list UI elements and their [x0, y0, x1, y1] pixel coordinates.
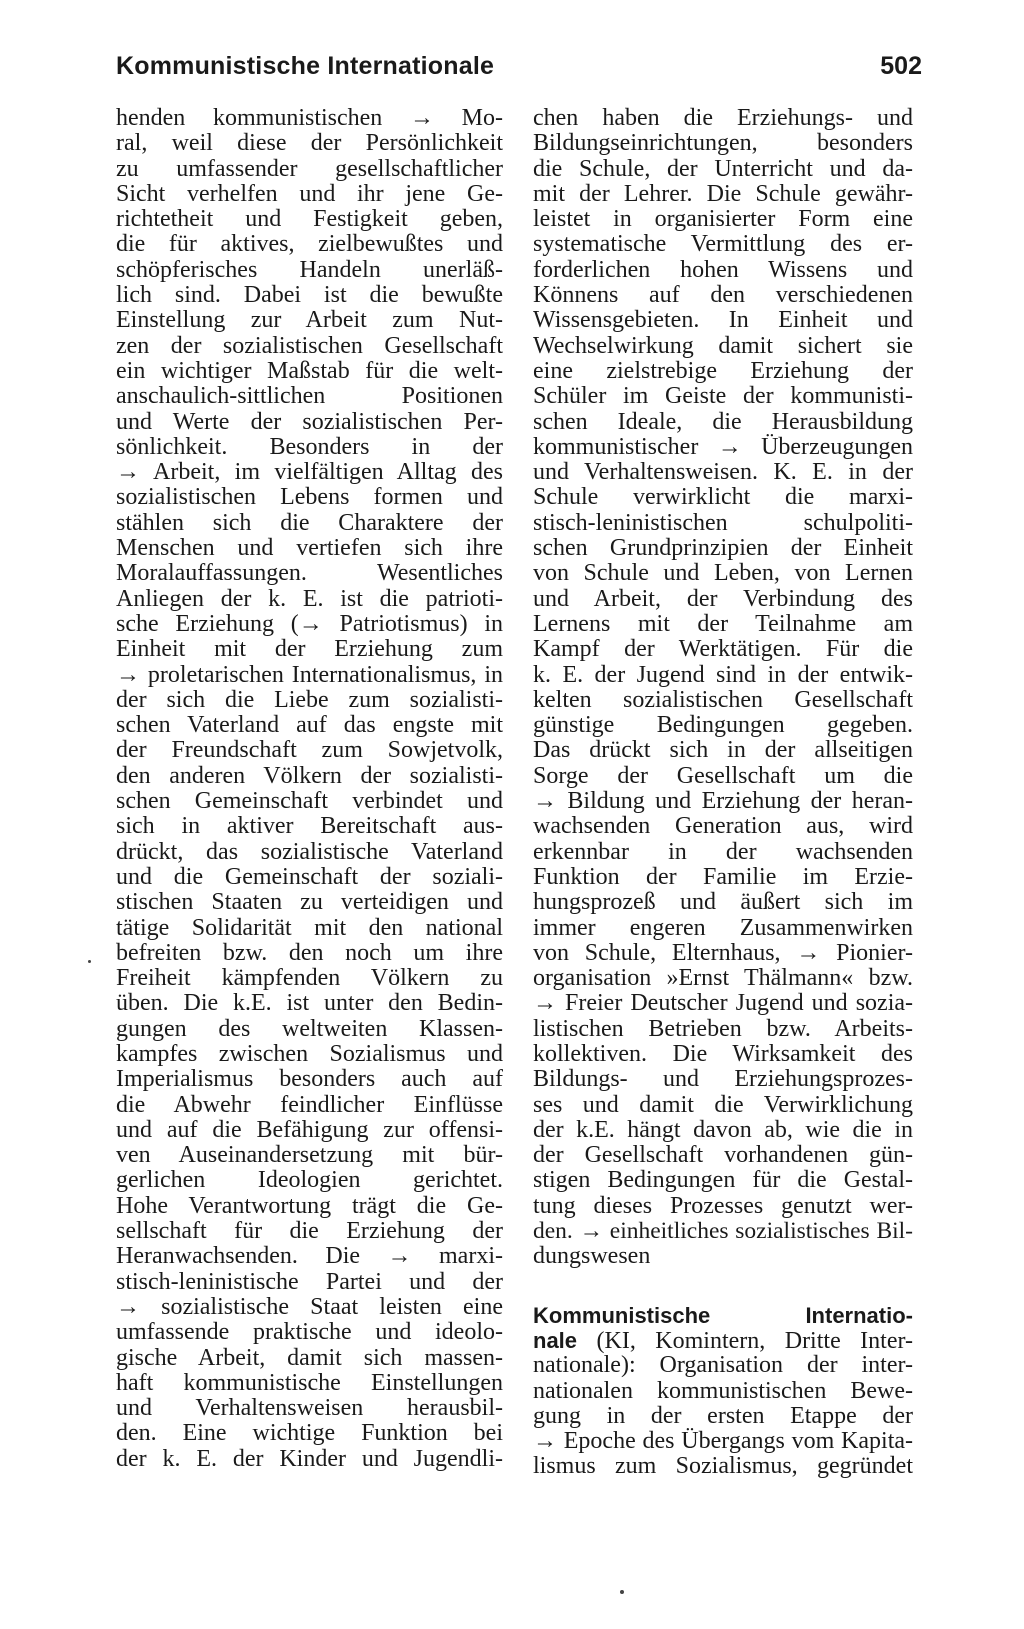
print-speck: [88, 960, 91, 963]
text-line: befreiten bzw. den noch um ihre: [116, 939, 503, 966]
text-line: leistet in organisierter Form eine: [533, 206, 913, 233]
text-line: Einheit mit der Erziehung zum: [116, 636, 503, 663]
text-line: der Gesellschaft vorhandenen gün-: [533, 1142, 913, 1169]
text-line: eine zielstrebige Erziehung der: [533, 357, 913, 384]
text-line: der Freundschaft zum Sowjetvolk,: [116, 737, 503, 764]
text-line: systematische Vermittlung des er-: [533, 231, 913, 258]
text-line: gische Arbeit, damit sich massen-: [116, 1344, 503, 1371]
text-line: Schule verwirklicht die marxi-: [533, 484, 913, 511]
text-line: üben. Die k.E. ist unter den Bedin-: [116, 990, 503, 1017]
text-line: chen haben die Erziehungs- und: [533, 105, 913, 131]
print-speck: [620, 1590, 624, 1594]
entry-line: gung in der ersten Etappe der: [533, 1402, 913, 1429]
text-line: von Schule, Elternhaus, → Pionier-: [533, 939, 913, 966]
text-line: Moralauffassungen. Wesentliches: [116, 560, 503, 587]
text-line: lich sind. Dabei ist die bewußte: [116, 282, 503, 309]
text-line: listischen Betrieben bzw. Arbeits-: [533, 1015, 913, 1042]
text-line: Hohe Verantwortung trägt die Ge-: [116, 1192, 503, 1219]
text-line: und Verhaltensweisen herausbil-: [116, 1395, 503, 1422]
entry-line: → Epoche des Übergangs vom Kapita-: [533, 1428, 913, 1455]
text-line: dungswesen: [533, 1243, 651, 1270]
text-line: richtetheit und Festigkeit geben,: [116, 206, 503, 233]
page-header: [116, 52, 922, 92]
text-line: forderlichen hohen Wissens und: [533, 256, 913, 283]
text-line: Menschen und vertiefen sich ihre: [116, 535, 503, 562]
text-line: Wissensgebieten. In Einheit und: [533, 307, 913, 334]
text-line: Kampf der Werktätigen. Für die: [533, 636, 913, 663]
text-line: ein wichtiger Maßstab für die welt-: [116, 357, 503, 384]
text-line: günstige Bedingungen gegeben.: [533, 712, 913, 739]
text-line: schen Vaterland auf das engste mit: [116, 712, 503, 739]
text-line: Anliegen der k. E. ist die patrioti-: [116, 585, 503, 612]
text-line: tätige Solidarität mit den national: [116, 914, 503, 941]
text-line: henden kommunistischen → Mo-: [116, 105, 503, 131]
text-line: den. → einheitliches sozialistisches Bil-: [533, 1218, 913, 1245]
text-line: mit der Lehrer. Die Schule gewähr-: [533, 180, 913, 207]
text-line: Könnens auf den verschiedenen: [533, 282, 913, 309]
text-line: Bildungseinrichtungen, besonders: [533, 130, 913, 157]
text-line: Funktion der Familie im Erzie-: [533, 863, 913, 890]
text-line: kommunistischer → Überzeugungen: [533, 433, 913, 460]
entry-headword: Kommunistische Internatio-: [533, 1302, 913, 1328]
entry-headword-line: [533, 1303, 913, 1328]
text-line: der k. E. der Kinder und Jugendli-: [116, 1445, 503, 1472]
text-line: drückt, das sozialistische Vaterland: [116, 838, 503, 865]
text-line: → sozialistische Staat leisten eine: [116, 1293, 503, 1320]
text-line: ses und damit die Verwirklichung: [533, 1091, 913, 1118]
text-line: die Abwehr feindlicher Einflüsse: [116, 1091, 503, 1118]
text-line: den. Eine wichtige Funktion bei: [116, 1420, 503, 1447]
text-line: → proletarischen Internationalismus, in: [116, 661, 503, 688]
text-line: immer engeren Zusammenwirken: [533, 914, 913, 941]
text-line: schen Gemeinschaft verbindet und: [116, 788, 503, 815]
text-line: kelten sozialistischen Gesellschaft: [533, 686, 913, 713]
text-line: den anderen Völkern der sozialisti-: [116, 762, 503, 789]
text-line: und auf die Befähigung zur offensi-: [116, 1116, 503, 1143]
text-line: sellschaft für die Erziehung der: [116, 1218, 503, 1245]
page-number: 502: [880, 52, 922, 80]
text-line: ral, weil diese der Persönlichkeit: [116, 130, 503, 157]
left-column: [116, 106, 503, 1472]
text-line: Imperialismus besonders auch auf: [116, 1066, 503, 1093]
text-line: stigen Bedingungen für die Gestal-: [533, 1167, 913, 1194]
text-line: und Arbeit, der Verbindung des: [533, 585, 913, 612]
text-line: kampfes zwischen Sozialismus und: [116, 1040, 503, 1067]
text-line: ven Auseinandersetzung mit bür-: [116, 1142, 503, 1169]
text-line: stisch-leninistische Partei und der: [116, 1268, 503, 1295]
text-line: zen der sozialistischen Gesellschaft: [116, 332, 503, 359]
text-line: stisch-leninistischen schulpoliti-: [533, 509, 913, 536]
text-line: wachsenden Generation aus, wird: [533, 813, 913, 840]
entry-headword-end: nale: [533, 1327, 578, 1353]
text-line: hungsprozeß und äußert sich im: [533, 889, 913, 916]
text-line: schen Grundprinzipien der Einheit: [533, 535, 913, 562]
text-line: kollektiven. Die Wirksamkeit des: [533, 1040, 913, 1067]
text-line: Lernens mit der Teilnahme am: [533, 610, 913, 637]
entry-gap: [533, 1270, 913, 1303]
text-line: → Freier Deutscher Jugend und sozia-: [533, 990, 913, 1017]
text-line: der sich die Liebe zum sozialisti-: [116, 686, 503, 713]
text-line: haft kommunistische Einstellungen: [116, 1369, 503, 1396]
text-line: sich in aktiver Bereitschaft aus-: [116, 813, 503, 840]
text-line: Freiheit kämpfenden Völkern zu: [116, 965, 503, 992]
text-line: anschaulich-sittlichen Positionen: [116, 383, 503, 410]
text-line: sche Erziehung (→ Patriotismus) in: [116, 610, 503, 637]
entry-line: lismus zum Sozialismus, gegründet: [533, 1453, 913, 1480]
text-line: → Arbeit, im vielfältigen Alltag des: [116, 459, 503, 486]
text-line: der k.E. hängt davon ab, wie die in: [533, 1116, 913, 1143]
right-column: [533, 106, 913, 1480]
text-line: gerlichen Ideologien gerichtet.: [116, 1167, 503, 1194]
text-line: Sicht verhelfen und ihr jene Ge-: [116, 180, 503, 207]
text-line: erkennbar in der wachsenden: [533, 838, 913, 865]
text-line: schöpferisches Handeln unerläß-: [116, 256, 503, 283]
text-line: von Schule und Leben, von Lernen: [533, 560, 913, 587]
text-line: organisation »Ernst Thälmann« bzw.: [533, 965, 913, 992]
text-line: zu umfassender gesellschaftlicher: [116, 155, 503, 182]
text-line: und Werte der sozialistischen Per-: [116, 408, 503, 435]
text-line: die Schule, der Unterricht und da-: [533, 155, 913, 182]
text-line: und Verhaltensweisen. K. E. in der: [533, 459, 913, 486]
text-line: sönlichkeit. Besonders in der: [116, 433, 503, 460]
text-line: tung dieses Prozesses genutzt wer-: [533, 1192, 913, 1219]
entry-line: [533, 1328, 913, 1353]
text-line: die für aktives, zielbewußtes und: [116, 231, 503, 258]
text-line: Schüler im Geiste der kommunisti-: [533, 383, 913, 410]
text-line: Heranwachsenden. Die → marxi-: [116, 1243, 503, 1270]
text-line: Bildungs- und Erziehungsprozes-: [533, 1066, 913, 1093]
text-line: gungen des weltweiten Klassen-: [116, 1015, 503, 1042]
entry-line: nationalen kommunistischen Bewe-: [533, 1377, 913, 1404]
text-line: Das drückt sich in der allseitigen: [533, 737, 913, 764]
text-line: Einstellung zur Arbeit zum Nut-: [116, 307, 503, 334]
text-line: k. E. der Jugend sind in der entwik-: [533, 661, 913, 688]
text-line: stischen Staaten zu verteidigen und: [116, 889, 503, 916]
text-line: umfassende praktische und ideolo-: [116, 1319, 503, 1346]
running-head: Kommunistische Internationale: [116, 52, 495, 80]
text-line: Sorge der Gesellschaft um die: [533, 762, 913, 789]
text-line: stählen sich die Charaktere der: [116, 509, 503, 536]
text-line: → Bildung und Erziehung der heran-: [533, 788, 913, 815]
text-line: schen Ideale, die Herausbildung: [533, 408, 913, 435]
entry-line: nationale): Organisation der inter-: [533, 1352, 913, 1379]
text-line: und die Gemeinschaft der soziali-: [116, 863, 503, 890]
entry-text: (KI, Komintern, Dritte Inter-: [577, 1327, 913, 1354]
text-line: Wechselwirkung damit sichert sie: [533, 332, 913, 359]
text-line: sozialistischen Lebens formen und: [116, 484, 503, 511]
